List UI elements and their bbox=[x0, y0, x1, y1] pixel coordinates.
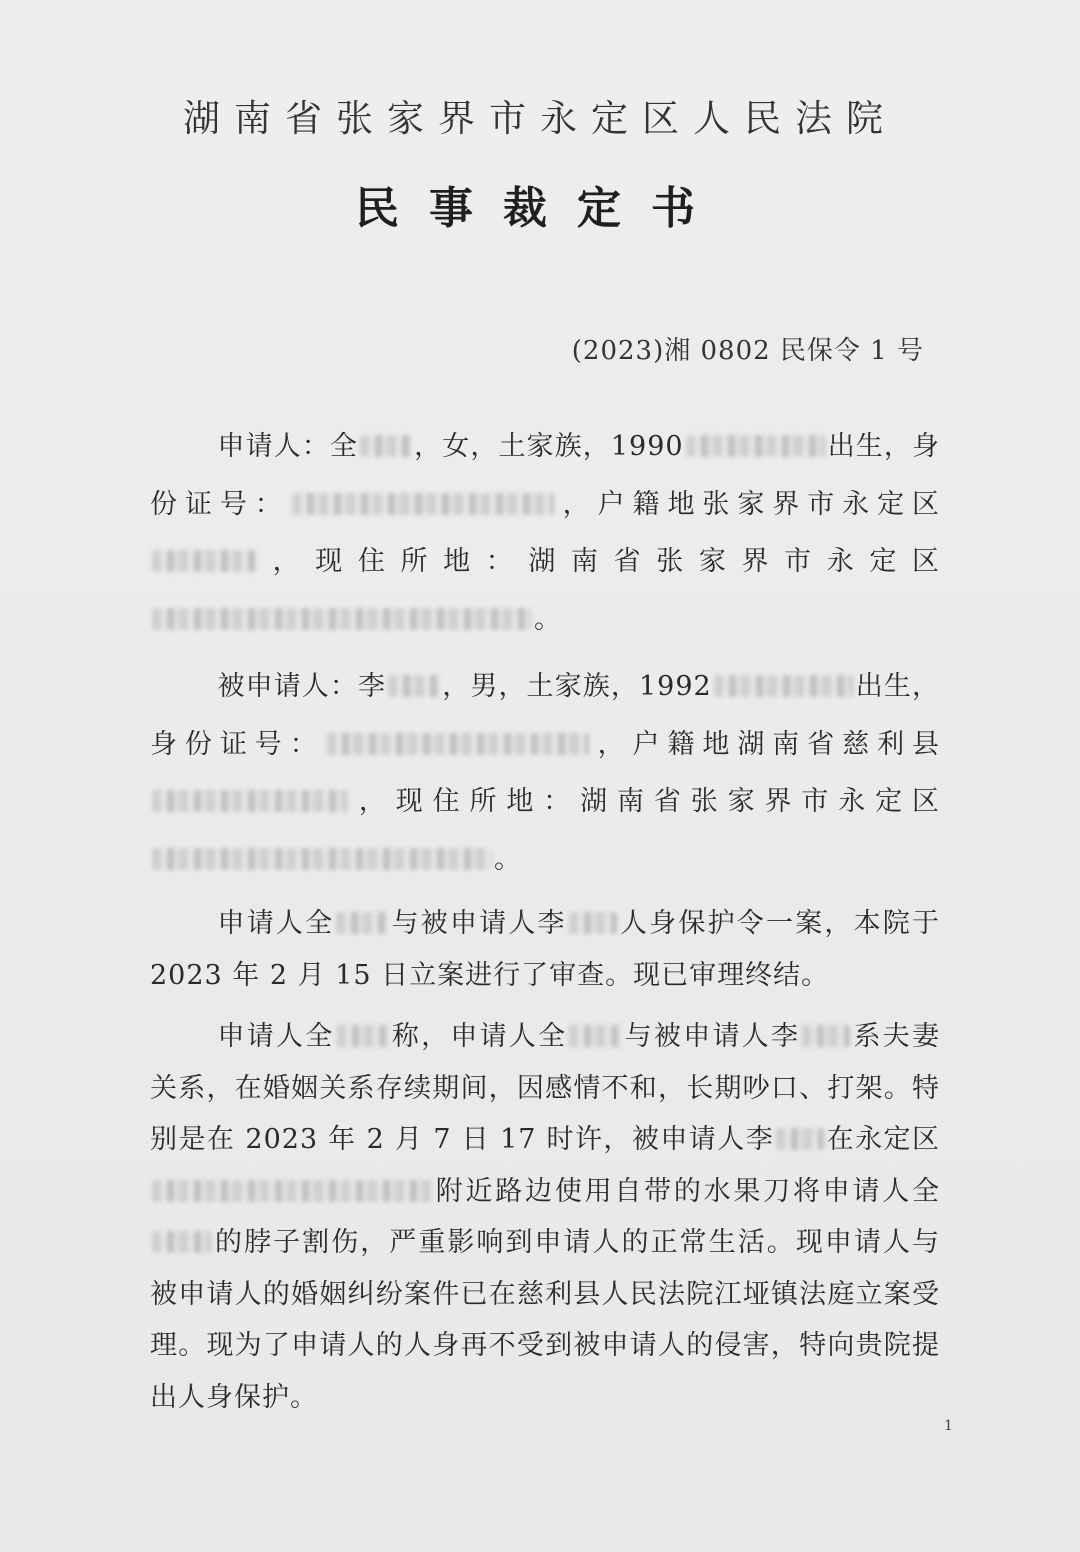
document-body bbox=[150, 418, 940, 1433]
text-segment: 被申请人：李 bbox=[217, 671, 387, 702]
text-segment: ，现住所地：湖南省张家界市永定区 bbox=[258, 546, 940, 577]
redacted-name bbox=[802, 1025, 850, 1047]
text-segment: 人身保护令一案，本院于 2023 年 2 月 15 日立案进行了审查。现已审理终结。 bbox=[150, 908, 941, 991]
text-segment: 出生，身份证号： bbox=[150, 671, 941, 760]
page-number: 1 bbox=[944, 1418, 953, 1434]
redacted-name bbox=[360, 435, 412, 457]
text-segment: ，女，土家族，1990 bbox=[414, 431, 684, 462]
text-segment: 在永定区 bbox=[826, 1124, 941, 1155]
text-segment: 申请人全 bbox=[217, 1021, 335, 1052]
redacted-name bbox=[152, 1231, 212, 1253]
text-segment: ，户籍地张家界市永定区 bbox=[555, 488, 941, 520]
text-segment: 申请人：全 bbox=[217, 431, 359, 462]
redacted-address bbox=[152, 848, 492, 870]
redacted-name bbox=[776, 1128, 824, 1150]
text-segment: 。 bbox=[494, 843, 522, 875]
text-segment: 的脖子割伤，严重影响到申请人的正常生活。现申请人与被申请人的婚姻纠纷案件已在慈利县人民法院江垭镇法庭立案受理。现为了申请人的人身再不受到被申请人的侵害，特向贵院提出人身保护。 bbox=[150, 1227, 940, 1413]
redacted-name bbox=[337, 1025, 389, 1047]
document-type-title: 民事裁定书 bbox=[355, 183, 725, 234]
text-segment: 称，申请人全 bbox=[390, 1021, 568, 1052]
case-filing-paragraph bbox=[150, 898, 940, 1001]
redacted-name bbox=[569, 912, 617, 934]
redacted-name bbox=[336, 912, 388, 934]
court-name: 湖南省张家界市永定区人民法院 bbox=[183, 97, 897, 140]
text-segment: 申请人全 bbox=[217, 908, 335, 939]
redacted-id-number bbox=[327, 733, 589, 755]
redacted-address bbox=[152, 550, 256, 572]
text-segment: 附近路边使用自带的水果刀将申请人全 bbox=[434, 1175, 940, 1207]
redacted-birthdate bbox=[686, 435, 826, 457]
respondent-paragraph bbox=[150, 658, 940, 888]
text-segment: 。 bbox=[534, 603, 562, 635]
redacted-birthdate bbox=[714, 675, 854, 697]
case-number: (2023)湘 0802 民保令 1 号 bbox=[571, 336, 924, 366]
text-segment: 与被申请人李 bbox=[390, 908, 567, 939]
text-segment: 系夫妻关系，在婚姻关系存续期间，因感情不和，长期吵口、打架。特别是在 2023 年 2 月 7 日 17 时许，被申请人李 bbox=[150, 1021, 941, 1155]
redacted-name bbox=[388, 675, 440, 697]
redacted-id-number bbox=[292, 493, 554, 515]
redacted-name bbox=[569, 1025, 621, 1047]
redacted-address bbox=[152, 790, 348, 812]
redacted-address bbox=[152, 608, 532, 630]
applicant-paragraph bbox=[150, 418, 940, 648]
text-segment: 出生，身份证号： bbox=[150, 431, 941, 520]
text-segment: ，户籍地湖南省慈利县 bbox=[590, 728, 941, 760]
text-segment: ，现住所地：湖南省张家界市永定区 bbox=[350, 786, 940, 817]
application-statement-paragraph bbox=[150, 1011, 940, 1423]
text-segment: ，男，土家族，1992 bbox=[442, 671, 712, 702]
text-segment: 与被申请人李 bbox=[623, 1021, 801, 1052]
redacted-location bbox=[152, 1180, 432, 1202]
